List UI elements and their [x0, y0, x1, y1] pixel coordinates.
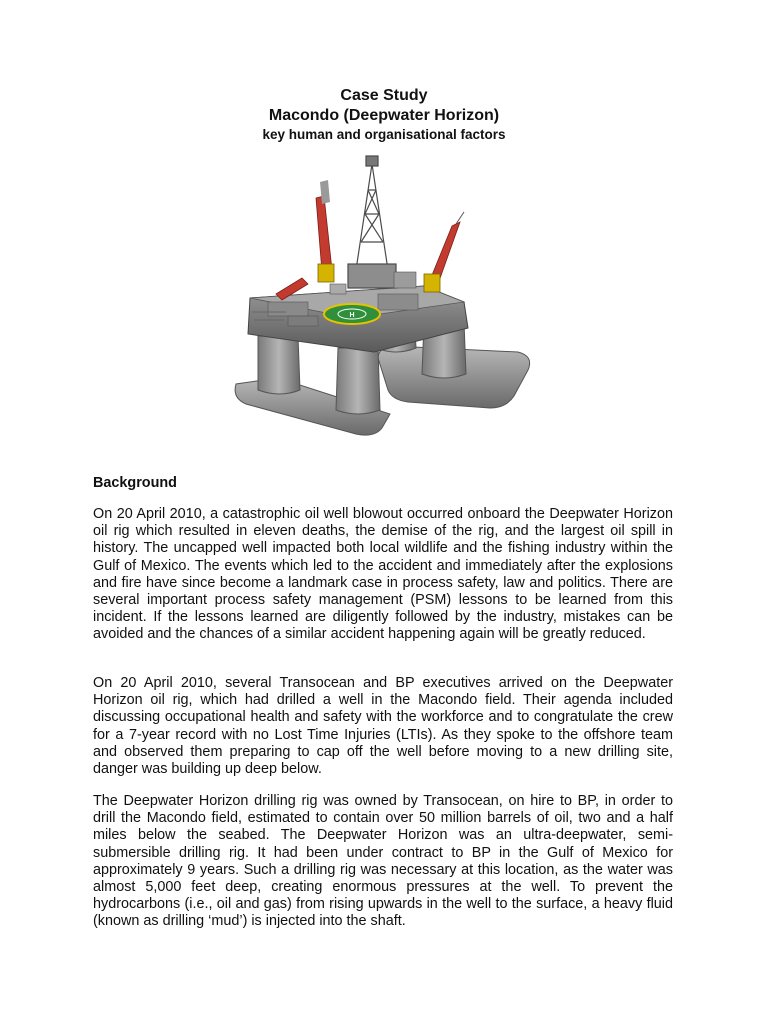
document-title: Case Study: [340, 87, 428, 104]
oil-rig-drawing: [228, 152, 538, 442]
rig-derrick: [348, 156, 396, 288]
paragraph-2: On 20 April 2010, several Transocean and BP executives arrived on the Deepwater Horizon oil rig, which had drilled a well in the Macondo field. Their agenda included discussing occupational health and safety with the workforce and to congratulate the crew for a 7-year record with no Lost Time Injuries (LTIs). As they spoke to the offshore team and observed them preparing to cap off the well before moving to a new drilling site, danger was building up deep below.: [93, 675, 673, 778]
helipad-label: H: [349, 312, 355, 319]
document-title-case-name: Macondo (Deepwater Horizon): [268, 107, 500, 124]
title-block: [0, 86, 768, 144]
document-subtitle: key human and organisational factors: [262, 127, 506, 142]
helipad: [324, 304, 380, 324]
paragraph-1: On 20 April 2010, a catastrophic oil well blowout occurred onboard the Deepwater Horizon oil rig which resulted in eleven deaths, the demise of the rig, and the largest oil spill in history. The uncapped well impacted both local wildlife and the fishing industry within the Gulf of Mexico. The events which led to the accident and immediately after the explosions and fire have since become a landmark case in process safety, law and politics. There are several important process safety management (PSM) lessons to be learned from this incident. If the lessons learned are diligently followed by the industry, mistakes can be avoided and the chances of a similar accident happening again will be greatly reduced.: [93, 506, 673, 643]
paragraph-3: The Deepwater Horizon drilling rig was owned by Transocean, on hire to BP, in order to drill the Macondo field, estimated to contain over 50 million barrels of oil, two and a half miles below the seabed. The Deepwater Horizon was an ultra-deepwater, semi-submersible drilling rig. It had been under contract to BP in the Gulf of Mexico for approximately 9 years. Such a drilling rig was necessary at this location, as the water was almost 5,000 feet deep, creating enormous pressures at the well. To prevent the hydrocarbons (i.e., oil and gas) from rising upwards in the well to the surface, a heavy fluid (known as drilling ‘mud’) is injected into the shaft.: [93, 793, 673, 930]
section-heading-background: Background: [93, 475, 177, 491]
oil-rig-illustration: [228, 152, 538, 442]
